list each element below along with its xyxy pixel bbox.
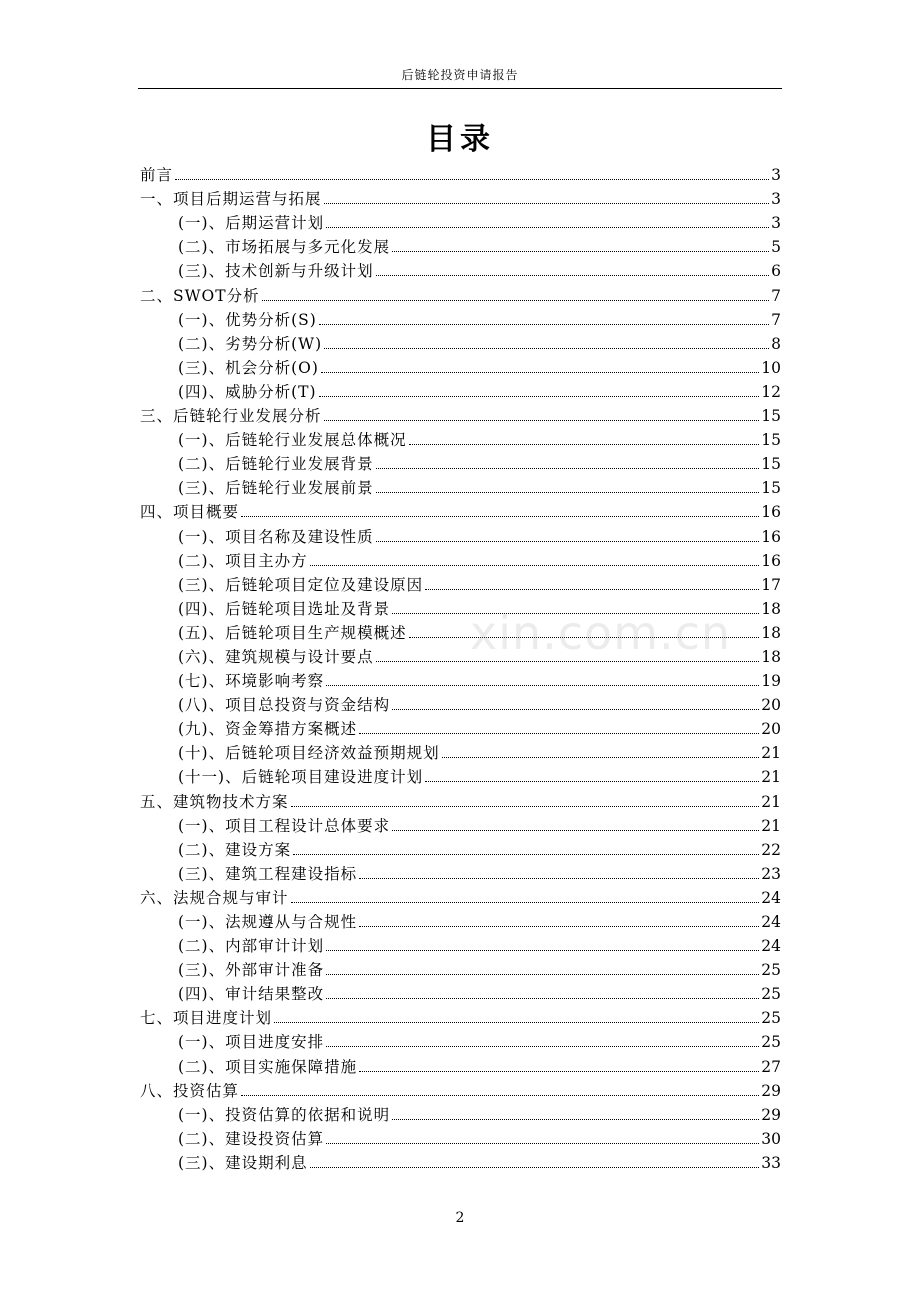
toc-entry-page: 24 [761, 888, 781, 907]
toc-entry-label: (一)、项目进度安排 [178, 1033, 325, 1052]
toc-dot-leader [359, 733, 759, 734]
toc-subentry[interactable] [140, 571, 781, 595]
toc-dot-leader [326, 950, 759, 951]
toc-entry-label: (三)、建设期利息 [178, 1153, 308, 1172]
toc-dot-leader [321, 372, 759, 373]
toc-entry-label: (二)、后链轮行业发展背景 [178, 455, 374, 474]
toc-subentry[interactable] [140, 209, 781, 233]
toc-entry-label: 四、项目概要 [140, 503, 240, 522]
toc-entry-label: (三)、外部审计准备 [178, 961, 325, 980]
toc-entry-page: 15 [761, 479, 781, 498]
toc-entry-page: 22 [761, 840, 781, 859]
toc-entry-label: (二)、劣势分析(W) [178, 334, 323, 353]
toc-entry[interactable] [140, 884, 781, 908]
toc-dot-leader [376, 468, 760, 469]
toc-entry-page: 25 [761, 1033, 781, 1052]
toc-dot-leader [319, 396, 760, 397]
toc-dot-leader [291, 806, 760, 807]
toc-entry[interactable] [140, 185, 781, 209]
toc-subentry[interactable] [140, 667, 781, 691]
toc-entry-label: 八、投资估算 [140, 1081, 240, 1100]
toc-entry-page: 5 [771, 238, 781, 257]
toc-entry-label: (二)、建设方案 [178, 840, 292, 859]
toc-entry-page: 16 [761, 551, 781, 570]
toc-entry-label: (三)、建筑工程建设指标 [178, 864, 358, 883]
toc-dot-leader [326, 1046, 759, 1047]
page-number: 2 [455, 1210, 465, 1226]
toc-entry-page: 21 [761, 768, 781, 787]
toc-dot-leader [376, 541, 760, 542]
toc-entry-label: (三)、后链轮项目定位及建设原因 [178, 575, 424, 594]
toc-subentry[interactable] [140, 1125, 781, 1149]
toc-entry[interactable] [140, 1077, 781, 1101]
toc-entry-label: (十一)、后链轮项目建设进度计划 [178, 768, 424, 787]
toc-dot-leader [326, 974, 759, 975]
toc-entry-label: (二)、建设投资估算 [178, 1129, 325, 1148]
toc-dot-leader [274, 1022, 759, 1023]
toc-entry-page: 16 [761, 527, 781, 546]
toc-entry[interactable] [140, 1004, 781, 1028]
toc-entry-page: 3 [771, 166, 781, 185]
toc-entry-label: (九)、资金筹措方案概述 [178, 720, 358, 739]
toc-dot-leader [392, 709, 759, 710]
toc-entry-page: 30 [761, 1129, 781, 1148]
toc-entry-label: (四)、后链轮项目选址及背景 [178, 599, 391, 618]
header-rule [138, 88, 782, 89]
toc-entry[interactable] [140, 161, 781, 185]
toc-entry-label: (一)、后链轮行业发展总体概况 [178, 431, 407, 450]
toc-entry-page: 16 [761, 503, 781, 522]
toc-entry-page: 17 [761, 575, 781, 594]
toc-entry-page: 3 [771, 214, 781, 233]
toc-dot-leader [392, 251, 769, 252]
table-of-contents [140, 161, 781, 1173]
toc-entry-page: 10 [761, 358, 781, 377]
toc-entry-label: 一、项目后期运营与拓展 [140, 190, 322, 209]
toc-entry-page: 29 [761, 1105, 781, 1124]
toc-dot-leader [293, 854, 759, 855]
toc-dot-leader [241, 1095, 759, 1096]
toc-entry-label: 七、项目进度计划 [140, 1009, 273, 1028]
toc-dot-leader [326, 1143, 759, 1144]
toc-subentry[interactable] [140, 739, 781, 763]
toc-entry-page: 18 [761, 623, 781, 642]
toc-dot-leader [425, 781, 759, 782]
toc-entry-label: (六)、建筑规模与设计要点 [178, 647, 374, 666]
toc-entry-page: 20 [761, 696, 781, 715]
toc-entry-page: 21 [761, 816, 781, 835]
toc-entry-label: (八)、项目总投资与资金结构 [178, 696, 391, 715]
toc-subentry[interactable] [140, 547, 781, 571]
toc-entry-page: 7 [771, 310, 781, 329]
toc-entry[interactable] [140, 787, 781, 811]
toc-entry-label: (三)、后链轮行业发展前景 [178, 479, 374, 498]
toc-subentry[interactable] [140, 1101, 781, 1125]
toc-entry[interactable] [140, 281, 781, 305]
toc-entry-label: (五)、后链轮项目生产规模概述 [178, 623, 407, 642]
toc-entry-label: (二)、市场拓展与多元化发展 [178, 238, 391, 257]
toc-dot-leader [392, 830, 759, 831]
toc-entry-label: (一)、投资估算的依据和说明 [178, 1105, 391, 1124]
watermark: xin.com.cn [470, 606, 732, 660]
toc-entry-label: (二)、项目实施保障措施 [178, 1057, 358, 1076]
toc-entry-page: 24 [761, 937, 781, 956]
toc-subentry[interactable] [140, 836, 781, 860]
toc-subentry[interactable] [140, 354, 781, 378]
toc-subentry[interactable] [140, 330, 781, 354]
toc-entry-label: 前言 [140, 166, 174, 185]
toc-entry-page: 23 [761, 864, 781, 883]
toc-entry-label: (一)、项目工程设计总体要求 [178, 816, 391, 835]
toc-entry-page: 12 [761, 382, 781, 401]
toc-entry-label: 二、SWOT分析 [140, 286, 260, 305]
toc-dot-leader [326, 685, 759, 686]
toc-entry-page: 15 [761, 431, 781, 450]
toc-entry-page: 27 [761, 1057, 781, 1076]
toc-subentry[interactable] [140, 956, 781, 980]
toc-entry-page: 8 [771, 334, 781, 353]
toc-entry-page: 18 [761, 647, 781, 666]
toc-subentry[interactable] [140, 426, 781, 450]
toc-subentry[interactable] [140, 812, 781, 836]
toc-entry[interactable] [140, 498, 781, 522]
toc-entry-label: 三、后链轮行业发展分析 [140, 407, 322, 426]
toc-subentry[interactable] [140, 1052, 781, 1076]
toc-dot-leader [376, 661, 760, 662]
toc-entry-page: 6 [771, 262, 781, 281]
toc-dot-leader [324, 203, 770, 204]
toc-subentry[interactable] [140, 450, 781, 474]
toc-entry-page: 15 [761, 455, 781, 474]
toc-subentry[interactable] [140, 474, 781, 498]
toc-entry-page: 3 [771, 190, 781, 209]
toc-subentry[interactable] [140, 763, 781, 787]
toc-dot-leader [291, 902, 760, 903]
toc-entry-page: 25 [761, 961, 781, 980]
toc-subentry[interactable] [140, 908, 781, 932]
toc-entry-page: 21 [761, 792, 781, 811]
toc-dot-leader [359, 926, 759, 927]
toc-entry-label: (一)、优势分析(S) [178, 310, 317, 329]
toc-dot-leader [310, 1167, 760, 1168]
toc-entry-page: 24 [761, 913, 781, 931]
toc-dot-leader [324, 420, 760, 421]
toc-subentry[interactable] [140, 1149, 781, 1173]
toc-dot-leader [262, 300, 770, 301]
toc-entry-page: 29 [761, 1081, 781, 1100]
toc-dot-leader [359, 1071, 759, 1072]
toc-entry-label: (十)、后链轮项目经济效益预期规划 [178, 744, 440, 763]
toc-title: 目录 [426, 122, 494, 157]
toc-dot-leader [310, 565, 760, 566]
toc-dot-leader [376, 492, 760, 493]
toc-entry-label: (二)、项目主办方 [178, 551, 308, 570]
toc-dot-leader [326, 998, 759, 999]
toc-entry-label: 五、建筑物技术方案 [140, 792, 289, 811]
toc-dot-leader [359, 878, 759, 879]
toc-subentry[interactable] [140, 860, 781, 884]
toc-entry-label: (一)、后期运营计划 [178, 214, 325, 233]
toc-subentry[interactable] [140, 233, 781, 257]
toc-entry-page: 25 [761, 1009, 781, 1028]
toc-dot-leader [425, 589, 759, 590]
toc-subentry[interactable] [140, 932, 781, 956]
toc-subentry[interactable] [140, 306, 781, 330]
toc-dot-leader [392, 1119, 759, 1120]
toc-entry-label: 六、法规合规与审计 [140, 888, 289, 907]
toc-entry-label: (四)、审计结果整改 [178, 985, 325, 1004]
toc-entry-page: 7 [771, 286, 781, 305]
toc-dot-leader [319, 324, 769, 325]
toc-subentry[interactable] [140, 715, 781, 739]
toc-entry-page: 20 [761, 720, 781, 739]
toc-entry[interactable] [140, 402, 781, 426]
toc-subentry[interactable] [140, 257, 781, 281]
toc-dot-leader [409, 444, 760, 445]
toc-subentry[interactable] [140, 691, 781, 715]
toc-dot-leader [326, 227, 769, 228]
toc-entry-label: (一)、法规遵从与合规性 [178, 913, 358, 931]
toc-entry-label: (三)、机会分析(O) [178, 358, 319, 377]
toc-subentry[interactable] [140, 1028, 781, 1052]
toc-dot-leader [241, 516, 759, 517]
toc-entry-page: 25 [761, 985, 781, 1004]
toc-entry-page: 21 [761, 744, 781, 763]
toc-entry-label: (三)、技术创新与升级计划 [178, 262, 374, 281]
toc-dot-leader [324, 348, 769, 349]
toc-dot-leader [175, 179, 769, 180]
toc-entry-label: (四)、威胁分析(T) [178, 382, 317, 401]
toc-entry-page: 33 [761, 1153, 781, 1172]
toc-dot-leader [376, 275, 770, 276]
toc-entry-label: (一)、项目名称及建设性质 [178, 527, 374, 546]
toc-subentry[interactable] [140, 980, 781, 1004]
toc-entry-page: 18 [761, 599, 781, 618]
toc-entry-label: (七)、环境影响考察 [178, 672, 325, 691]
toc-entry-page: 19 [761, 672, 781, 691]
page-header: 后链轮投资申请报告 [401, 68, 519, 82]
toc-subentry[interactable] [140, 378, 781, 402]
toc-subentry[interactable] [140, 522, 781, 546]
toc-dot-leader [442, 757, 760, 758]
toc-entry-page: 15 [761, 407, 781, 426]
toc-entry-label: (二)、内部审计计划 [178, 937, 325, 956]
